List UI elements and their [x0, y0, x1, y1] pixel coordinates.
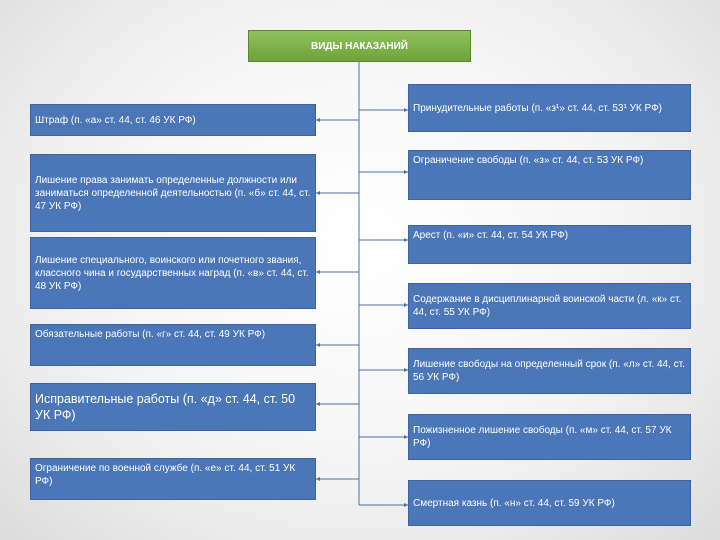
node-label: Арест (п. «и» ст. 44, ст. 54 УК РФ): [413, 230, 569, 241]
arrowhead: [316, 118, 320, 122]
node-label: Обязательные работы (п. «г» ст. 44, ст. 49 УК РФ): [35, 329, 266, 340]
diagram-title-text: ВИДЫ НАКАЗАНИЙ: [311, 40, 408, 52]
node-label: Исправительные работы (п. «д» ст. 44, ст. 50 УК РФ): [35, 392, 296, 422]
right-node-imprisonment-term: [408, 348, 691, 394]
arrowhead: [316, 402, 320, 406]
node-label: Штраф (п. «а» ст. 44, ст. 46 УК РФ): [35, 114, 196, 126]
arrowhead: [316, 270, 320, 274]
node-label: Пожизненное лишение свободы (п. «м» ст. 44, ст. 57 УК РФ): [413, 425, 672, 449]
left-node-deprivation-of-rank: [30, 237, 316, 309]
node-label: Лишение права занимать определенные должности или заниматься определенной деятельностью (п. «б» ст. 44, ст. 47 УК РФ): [35, 174, 311, 212]
arrowhead: [316, 343, 320, 347]
node-label: Ограничение свободы (п. «з» ст. 44, ст. 53 УК РФ): [413, 155, 644, 166]
right-node-life-imprisonment: [408, 414, 691, 460]
left-node-military-service-restriction: [30, 458, 316, 500]
left-node-deprivation-of-right: [30, 154, 316, 232]
node-label: Лишение специального, воинского или почетного звания, классного чина и государственных наград (п. «в» ст. 44, ст. 48 УК РФ): [35, 254, 309, 292]
right-node-disciplinary-unit: [408, 283, 691, 329]
right-node-forced-labor: [408, 84, 691, 132]
node-label: Смертная казнь (п. «н» ст. 44, ст. 59 УК РФ): [413, 497, 615, 509]
arrowhead: [316, 477, 320, 481]
node-label: Лишение свободы на определенный срок (п. «л» ст. 44, ст. 56 УК РФ): [413, 359, 685, 383]
left-node-fine: [30, 104, 316, 136]
right-node-death-penalty: [408, 480, 691, 526]
node-label: Ограничение по военной службе (п. «е» ст. 44, ст. 51 УК РФ): [35, 463, 296, 487]
left-node-compulsory-work: [30, 324, 316, 366]
diagram-title: [248, 30, 471, 62]
node-label: Принудительные работы (п. «з¹» ст. 44, ст. 53¹ УК РФ): [413, 102, 663, 114]
node-label: Содержание в дисциплинарной воинской части (л. «к» ст. 44, ст. 55 УК РФ): [413, 294, 682, 318]
right-node-arrest: [408, 225, 691, 264]
left-node-corrective-work: [30, 383, 316, 431]
arrowhead: [316, 191, 320, 195]
right-node-restriction-of-freedom: [408, 150, 691, 200]
